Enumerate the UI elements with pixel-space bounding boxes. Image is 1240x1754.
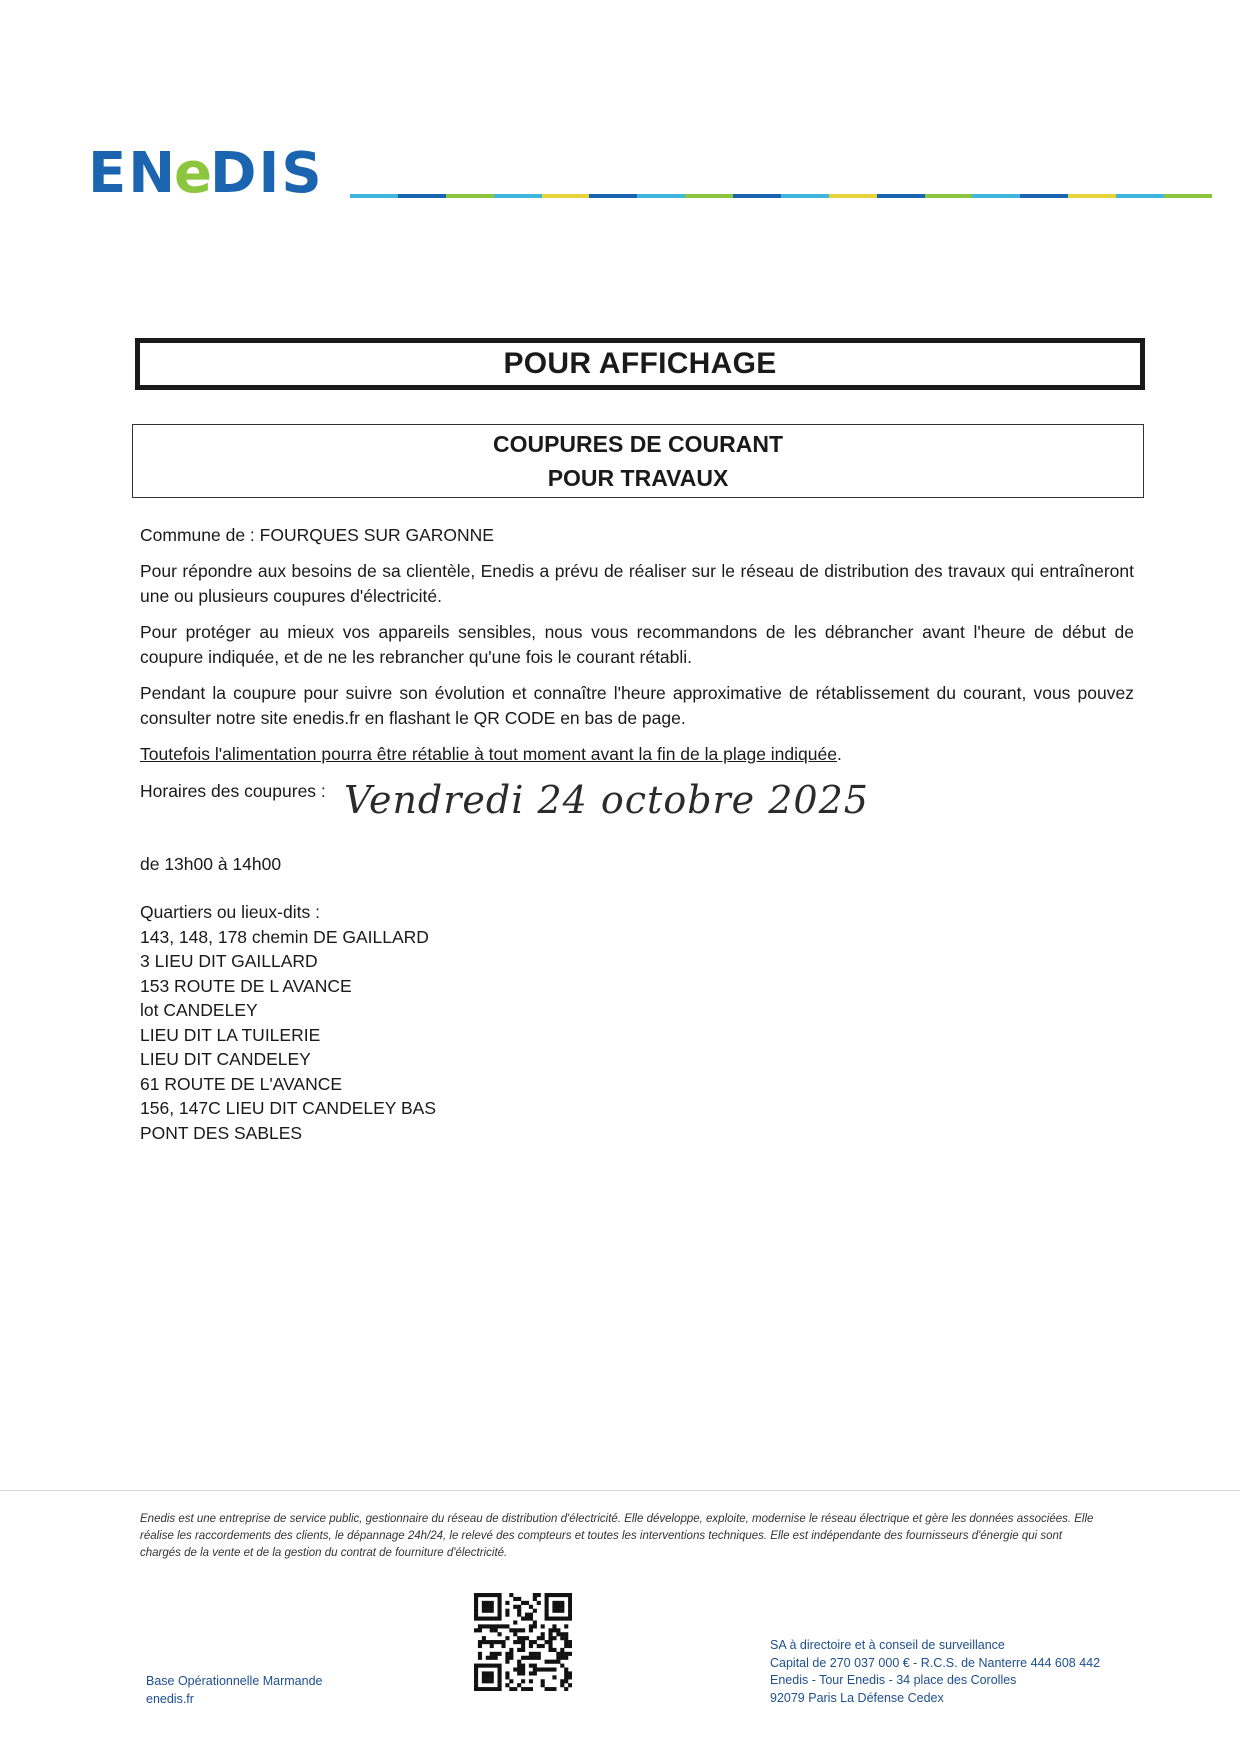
notice-line [140,742,1134,767]
commune-line [140,523,1134,548]
paragraph-3: Pendant la coupure pour suivre son évolution et connaître l'heure approximative de rétablissement du courant, vous pouvez consulter notre site enedis.fr en flashant le QR CODE en bas de page. [140,683,1134,728]
location-item: LIEU DIT LA TUILERIE [140,1024,321,1045]
commune-label: Commune de : [140,525,255,545]
footer-legal-line: Capital de 270 037 000 € - R.C.S. de Nanterre 444 608 442 [770,1655,1101,1670]
location-item: PONT DES SABLES [140,1122,303,1143]
footer-legal-line: 92079 Paris La Défense Cedex [770,1690,944,1705]
svg-text:EN: EN [88,141,178,204]
notice-text: Toutefois l'alimentation pourra être rétablie à tout moment avant la fin de la plage indiquée [140,744,837,764]
location-item: 143, 148, 178 chemin DE GAILLARD [140,926,429,947]
location-item: 3 LIEU DIT GAILLARD [140,951,318,971]
footer-description: Enedis est une entreprise de service public, gestionnaire du réseau de distribution d'électricité. Elle développe, exploite, modernise le réseau électrique et gère les données associées. Elle réalise les raccordements des clients, le dépannage 24h/24, le relevé des compteurs et toutes les interventions techniques. Elle est indépendante des fournisseurs d'énergie qui sont chargés de la vente et de la gestion du contrat de fourniture d'électricité. [140,1513,1094,1559]
footer-legal-line: Enedis - Tour Enedis - 34 place des Corolles [770,1673,1017,1687]
handwritten-date: Vendredi 24 octobre 2025 [344,778,869,822]
subtitle-line1: COUPURES DE COURANT [492,431,784,457]
page-title: POUR AFFICHAGE [135,338,1145,390]
location-item: 61 ROUTE DE L'AVANCE [140,1073,343,1094]
notice-period: . [836,744,842,764]
footer-website[interactable]: enedis.fr [146,1692,194,1706]
subtitle-box [132,424,1144,498]
time-range: de 13h00 à 14h00 [140,854,282,874]
locations-block [140,900,436,1145]
footer-legal-line: SA à directoire et à conseil de surveillance [770,1638,1005,1652]
commune-name: FOURQUES SUR GARONNE [259,525,494,545]
enedis-logo [88,138,344,204]
svg-text:e: e [174,141,212,204]
subtitle-line2: POUR TRAVAUX [547,465,729,491]
paragraph-2: Pour protéger au mieux vos appareils sensibles, nous vous recommandons de les débrancher avant l'heure de début de coupure indiquée, et de ne les rebrancher qu'une fois le courant rétabli. [140,622,1134,667]
svg-text:DIS: DIS [210,141,324,204]
paragraph-1: Pour répondre aux besoins de sa clientèle, Enedis a prévu de réaliser sur le réseau de distribution des travaux qui entraîneront une ou plusieurs coupures d'électricité. [140,561,1134,606]
location-item: lot CANDELEY [140,1000,258,1020]
horaires-label: Horaires des coupures : [140,781,326,801]
qr-code-icon[interactable] [474,1593,572,1691]
location-item: 156, 147C LIEU DIT CANDELEY BAS [140,1098,437,1118]
location-item: 153 ROUTE DE L AVANCE [140,975,352,996]
footer-base-name: Base Opérationnelle Marmande [146,1674,323,1688]
header-decorative-line [350,194,1212,198]
footer-divider [0,1490,1240,1491]
footer-left-block [146,1672,323,1708]
locations-label: Quartiers ou lieux-dits : [140,902,320,922]
location-item: LIEU DIT CANDELEY [140,1049,311,1069]
footer-legal-block [770,1637,1100,1707]
